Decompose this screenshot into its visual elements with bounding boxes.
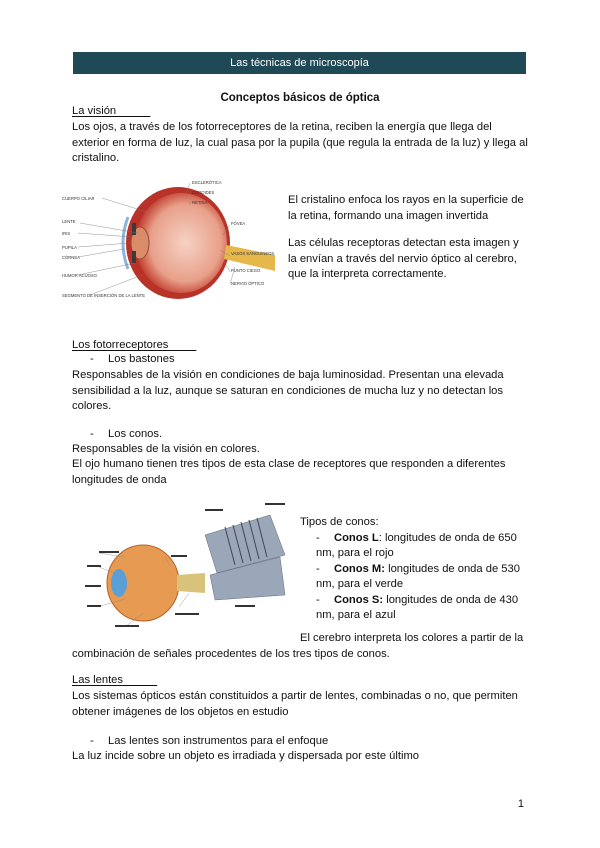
cone-types-block [300, 515, 525, 624]
cone-s-label: Conos S: [334, 593, 384, 606]
vision-heading: La visión [72, 105, 151, 117]
lenses-bullet-text: Las lentes son instrumentos para el enfoque [108, 735, 329, 747]
cones-diagram-image [85, 495, 295, 635]
cone-s-text: longitudes de onda de 430 nm, para el azul [316, 593, 519, 621]
eye-label: NERVIO ÓPTICO [231, 281, 265, 286]
eye-label: LENTE [62, 219, 76, 224]
eye-anatomy-image [60, 175, 285, 320]
eye-label: IRIS [62, 231, 71, 236]
conos-label: Los conos. [108, 428, 163, 440]
header-banner: Las técnicas de microscopía [73, 52, 526, 74]
page-title: Conceptos básicos de óptica [220, 92, 380, 104]
eye-label: VASOS SANGUÍNEOS [231, 251, 275, 256]
eye-label: PUNTO CIEGO [231, 268, 261, 273]
cone-m-item: - Conos M: longitudes de onda de 530 nm, para el verde [316, 562, 520, 590]
bastones-bullet: - Los bastones [90, 353, 175, 365]
lenses-heading: Las lentes [72, 674, 158, 686]
eye-label: SEGMENTO DE INSERCIÓN DE LA LENTE [62, 293, 145, 298]
conos-line-2: El ojo humano tienen tres tipos de esta clase de receptores que responden a diferentes longitudes de onda [72, 458, 506, 486]
eye-label: ESCLERÓTICA [192, 180, 222, 185]
cornea-shape [111, 569, 127, 597]
cone-types-title: Tipos de conos: [300, 516, 379, 528]
conos-bullet: - Los conos. [90, 428, 163, 440]
retina-zoom-shape [205, 515, 285, 600]
cone-l-item: - Conos L: longitudes de onda de 650 nm, para el rojo [316, 531, 517, 559]
photoreceptors-heading: Los fotorreceptores [72, 339, 197, 351]
brain-text: El cerebro interpreta los colores a partir de la combinación de señales procedentes de los tres tipos de conos. [72, 632, 524, 660]
eye-label: FÓVEA [231, 221, 246, 226]
bastones-label: Los bastones [108, 353, 175, 365]
cone-m-text: longitudes de onda de 530 nm, para el verde [316, 562, 520, 590]
vision-side-text-1: El cristalino enfoca los rayos en la superficie de la retina, formando una imagen invertida [288, 194, 524, 222]
vision-paragraph: Los ojos, a través de los fotorreceptores de la retina, reciben la energía que llega del exterior en forma de luz, la cual pasa por la pupila (que regula la entrada de la luz) y llega al cristalino. [72, 121, 528, 164]
conos-line-1: Responsables de la visión en colores. [72, 443, 260, 455]
vision-side-text-2: Las células receptoras detectan esta imagen y la envían a través del nervio óptico al cerebro, que la interpreta correctamente. [288, 237, 519, 280]
eye-label: CUERPO CILIAR [62, 196, 95, 201]
bastones-text: Responsables de la visión en condiciones de baja luminosidad. Presentan una elevada sensibilidad a la luz, aunque se saturan en condiciones de mucha luz y no detectan los colores. [72, 369, 504, 412]
cone-s-item: - Conos S: longitudes de onda de 430 nm, para el azul [316, 593, 519, 621]
eye-label: HUMOR ACUOSO [62, 273, 97, 278]
lenses-last-line: La luz incide sobre un objeto es irradiada y dispersada por este último [72, 750, 420, 762]
eye-label: COROIDES [192, 190, 215, 195]
cone-l-label: Conos L [334, 531, 379, 544]
eye-label: PUPILA [62, 245, 77, 250]
lenses-bullet: - Las lentes son instrumentos para el enfoque [90, 735, 329, 747]
eye-label: RETINA [192, 200, 208, 205]
optic-nerve-shape [177, 573, 205, 593]
eye-label: CÓRNEA [62, 255, 80, 260]
cone-l-text: : longitudes de onda de 650 nm, para el rojo [316, 531, 517, 559]
page-number: 1 [517, 798, 524, 810]
lenses-paragraph: Los sistemas ópticos están constituidos a partir de lentes, combinadas o no, que permiten obtener imágenes de los objetos en estudio [72, 690, 518, 718]
cone-m-label: Conos M: [334, 562, 385, 575]
